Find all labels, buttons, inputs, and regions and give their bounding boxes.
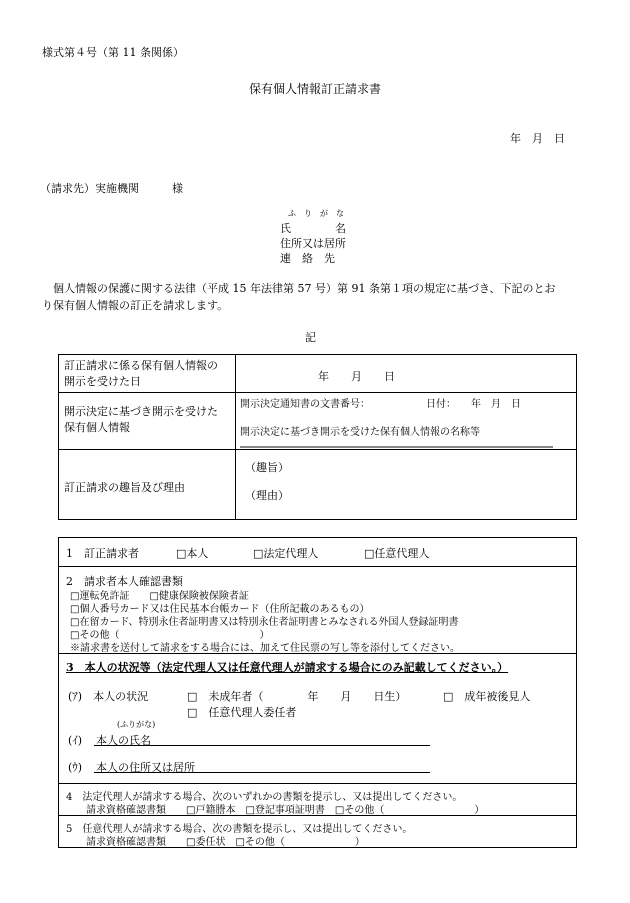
intro-line-1: 個人情報の保護に関する法律（平成 15 年法律第 57 号）第 91 条第１項の規定に基づき、下記のとお <box>42 282 556 295</box>
doc-number-field[interactable]: 開示決定通知書の文書番号： <box>240 399 370 410</box>
s2-option-residence[interactable]: □在留カード、特別永住者証明書又は特別永住者証明書とみなされる外国人登録証明書 <box>70 617 459 628</box>
s4-documents[interactable]: 請求資格確認書類 □戸籍謄本 □登記事項証明書 □その他（ ） <box>86 805 485 816</box>
s2-option-mynumber[interactable]: □個人番号カード又は住民基本台帳カード（住所記載のあるもの） <box>70 604 370 615</box>
row2-label-line2: 保有個人情報 <box>64 421 130 434</box>
s5-instruction: 5 任意代理人が請求する場合、次の書類を提示し、又は提出してください。 <box>66 824 413 835</box>
info-name-field[interactable]: 開示決定に基づき開示を受けた保有個人情報の名称等 <box>240 427 480 438</box>
intro-line-2: り保有個人情報の訂正を請求します。 <box>42 299 229 312</box>
s1-title: 1 訂正請求者 <box>66 547 139 560</box>
form-number: 様式第４号（第 11 条関係） <box>42 46 184 59</box>
principal-name-line[interactable] <box>94 745 430 746</box>
row2-label-line1: 開示決定に基づき開示を受けた <box>64 405 218 418</box>
intro-paragraph <box>42 280 590 314</box>
s5-documents[interactable]: 請求資格確認書類 □委任状 □その他（ ） <box>86 837 365 848</box>
checkbox-adult-ward[interactable]: □ 成年被後見人 <box>443 690 531 703</box>
reason-field[interactable]: （理由） <box>245 489 289 502</box>
checkbox-self[interactable]: □本人 <box>176 547 209 560</box>
s2-title: 2 請求者本人確認書類 <box>66 575 183 588</box>
row2-label <box>64 404 218 436</box>
s3-address-label: 本人の住所又は居所 <box>96 761 195 774</box>
doc-date-field[interactable]: 日付： 年 月 日 <box>426 399 521 410</box>
s2-option-license[interactable]: □運転免許証 □健康保険被保険者証 <box>70 591 249 602</box>
disclosure-date-field[interactable]: 年 月 日 <box>318 370 395 383</box>
s3-name-label: 本人の氏名 <box>96 734 151 747</box>
row1-label-line1: 訂正請求に係る保有個人情報の <box>64 359 218 372</box>
address-label: 住所又は居所 <box>280 237 346 250</box>
date-line: 年 月 日 <box>510 132 565 145</box>
checkbox-principal[interactable]: □ 任意代理人委任者 <box>187 706 297 719</box>
s3-title: 3 本人の状況等（法定代理人又は任意代理人が請求する場合にのみ記載してください。） <box>66 661 509 674</box>
s3-address-marker: (ｳ) <box>68 761 83 774</box>
page-title: 保有個人情報訂正請求書 <box>248 82 381 96</box>
checkbox-voluntary-rep[interactable]: □任意代理人 <box>364 547 430 560</box>
checkbox-minor[interactable]: □ 未成年者（ 年 月 日生） <box>187 690 407 703</box>
s3-furigana: (ふりがな) <box>117 720 156 729</box>
ki-label: 記 <box>305 331 316 344</box>
purpose-field[interactable]: （趣旨） <box>245 461 289 474</box>
checkbox-legal-rep[interactable]: □法定代理人 <box>253 547 319 560</box>
s3-status-label: (ｱ) 本人の状況 <box>68 690 149 703</box>
row1-label-line2: 開示を受けた日 <box>64 375 141 388</box>
furigana-label: ふ り が な <box>288 209 344 218</box>
s2-note: ※請求書を送付して請求をする場合には、加えて住民票の写し等を添付してください。 <box>70 643 460 654</box>
s3-name-marker: (ｲ) <box>68 734 83 747</box>
name-label: 氏 名 <box>280 222 346 235</box>
contact-label: 連 絡 先 <box>280 252 335 265</box>
s2-option-other[interactable]: □その他（ ） <box>70 630 270 641</box>
row3-label: 訂正請求の趣旨及び理由 <box>64 481 185 494</box>
s4-instruction: 4 法定代理人が請求する場合、次のいずれかの書類を提示し、又は提出してください。 <box>66 792 463 803</box>
addressee: （請求先）実施機関 様 <box>40 182 183 195</box>
row1-label <box>64 358 218 390</box>
principal-address-line[interactable] <box>94 772 430 773</box>
